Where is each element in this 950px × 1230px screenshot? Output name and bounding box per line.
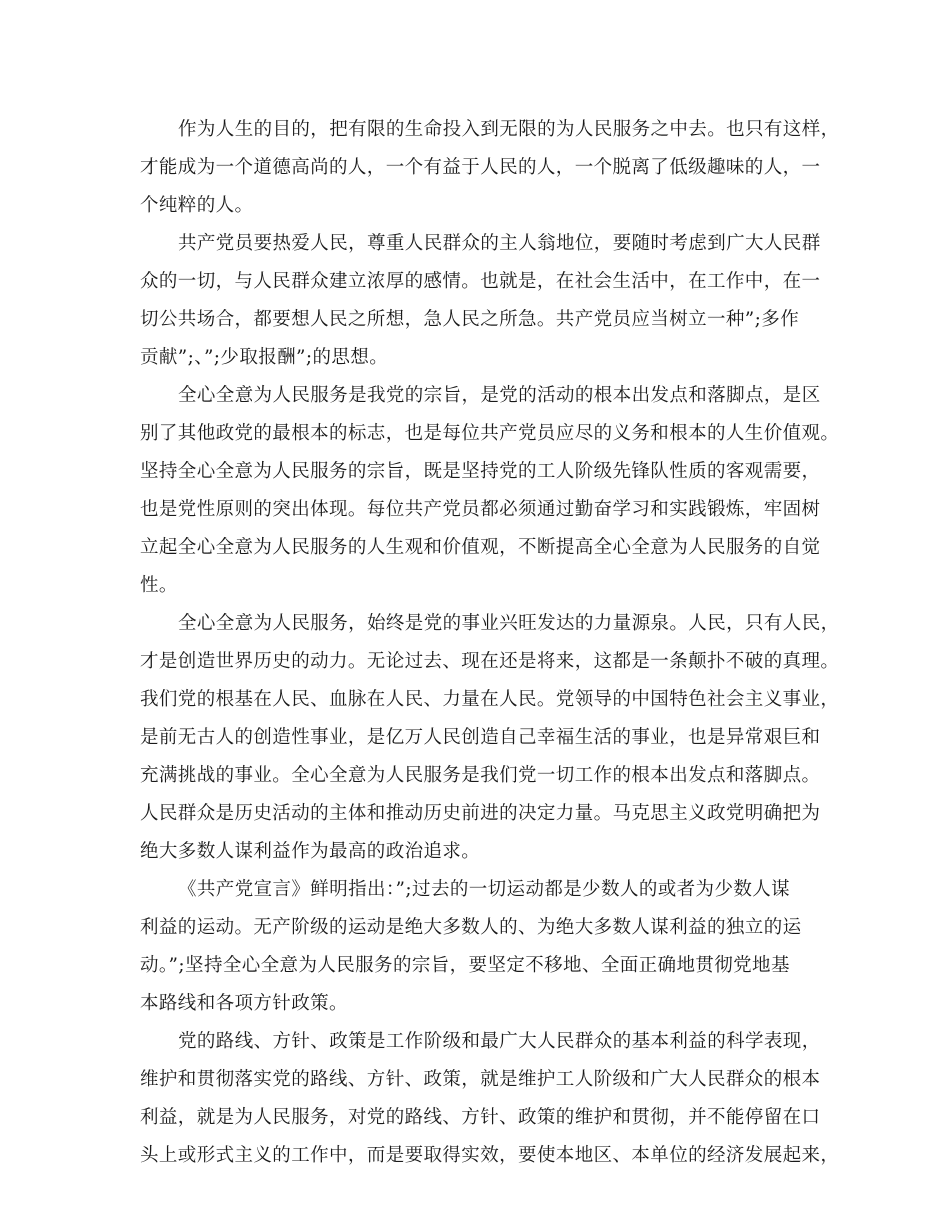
text-line: 绝大多数人谋利益作为最高的政治追求。 — [140, 841, 481, 862]
text-line: 才是创造世界历史的动力。无论过去、现在还是将来，这都是一条颠扑不破的真理。 — [140, 651, 840, 672]
text-line: 头上或形式主义的工作中，而是要取得实效，要使本地区、本单位的经济发展起来， — [140, 1145, 840, 1166]
text-line: 众的一切，与人民群众建立浓厚的感情。也就是，在社会生活中，在工作中，在一 — [140, 271, 821, 292]
text-line: 才能成为一个道德高尚的人，一个有益于人民的人，一个脱离了低级趣味的人，一 — [140, 157, 821, 178]
text-line: 充满挑战的事业。全心全意为人民服务是我们党一切工作的根本出发点和落脚点。 — [140, 765, 821, 786]
text-line: 《共产党宣言》鲜明指出：”;过去的一切运动都是少数人的或者为少数人谋 — [178, 879, 791, 900]
text-line: 是前无古人的创造性事业，是亿万人民创造自己幸福生活的事业，也是异常艰巨和 — [140, 727, 821, 748]
text-line: 利益，就是为人民服务，对党的路线、方针、政策的维护和贯彻，并不能停留在口 — [140, 1107, 821, 1128]
text-line: 立起全心全意为人民服务的人生观和价值观，不断提高全心全意为人民服务的自觉 — [140, 537, 821, 558]
text-line: 动。”;坚持全心全意为人民服务的宗旨，要坚定不移地、全面正确地贯彻党地基 — [140, 955, 790, 976]
text-line: 维护和贯彻落实党的路线、方针、政策，就是维护工人阶级和广大人民群众的根本 — [140, 1069, 821, 1090]
text-line: 共产党员要热爱人民，尊重人民群众的主人翁地位，要随时考虑到广大人民群 — [178, 233, 821, 254]
text-line: 全心全意为人民服务，始终是党的事业兴旺发达的力量源泉。人民，只有人民， — [178, 613, 840, 634]
text-line: 别了其他政党的最根本的标志，也是每位共产党员应尽的义务和根本的人生价值观。 — [140, 423, 840, 444]
text-line: 切公共场合，都要想人民之所想，急人民之所急。共产党员应当树立一种”;多作 — [140, 309, 800, 330]
text-line: 贡献”;、”;少取报酬”;的思想。 — [140, 347, 389, 368]
text-line: 利益的运动。无产阶级的运动是绝大多数人的、为绝大多数人谋利益的独立的运 — [140, 917, 802, 938]
text-line: 作为人生的目的，把有限的生命投入到无限的为人民服务之中去。也只有这样， — [178, 119, 840, 140]
text-line: 坚持全心全意为人民服务的宗旨，既是坚持党的工人阶级先锋队性质的客观需要， — [140, 461, 821, 482]
text-line: 个纯粹的人。 — [140, 195, 254, 216]
text-line: 性。 — [140, 575, 178, 596]
text-line: 全心全意为人民服务是我党的宗旨，是党的活动的根本出发点和落脚点，是区 — [178, 385, 821, 406]
text-line: 人民群众是历史活动的主体和推动历史前进的决定力量。马克思主义政党明确把为 — [140, 803, 821, 824]
text-line: 本路线和各项方针政策。 — [140, 993, 348, 1014]
text-line: 也是党性原则的突出体现。每位共产党员都必须通过勤奋学习和实践锻炼，牢固树 — [140, 499, 821, 520]
text-line: 党的路线、方针、政策是工作阶级和最广大人民群众的基本利益的科学表现， — [178, 1031, 821, 1052]
text-line: 我们党的根基在人民、血脉在人民、力量在人民。党领导的中国特色社会主义事业， — [140, 689, 840, 710]
